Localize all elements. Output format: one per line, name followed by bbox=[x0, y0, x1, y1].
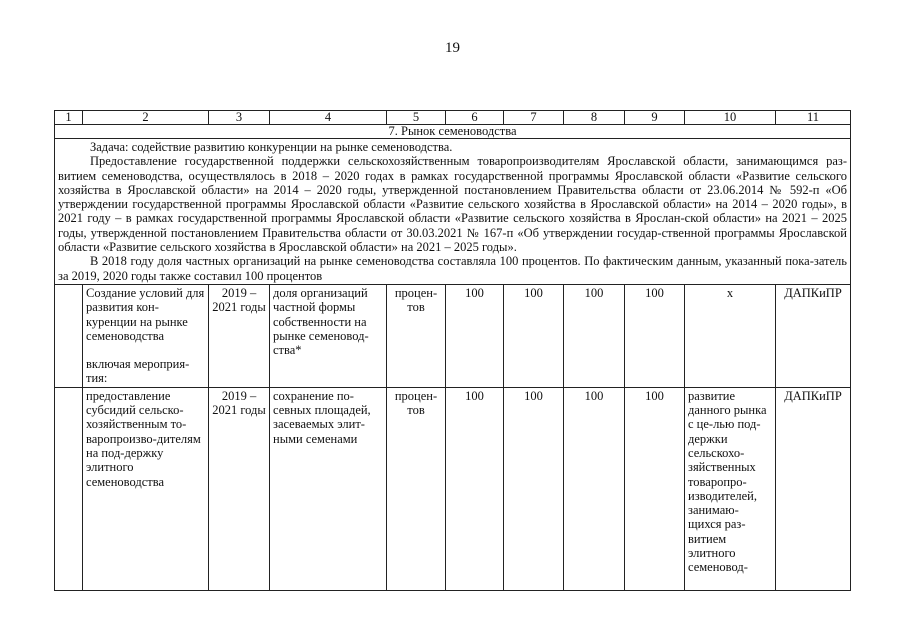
result-cell: развитие данного рынка с це-лью под-держки сельскохо-зяйственных товаропро-изводителей, занимаю-щихся раз-витием элитного семеновод- bbox=[685, 387, 776, 590]
row-number-cell bbox=[55, 284, 83, 387]
value-cell: 100 bbox=[625, 387, 685, 590]
responsible-cell: ДАПКиПР bbox=[776, 387, 851, 590]
table-row bbox=[55, 387, 851, 590]
period-cell: 2019 – 2021 годы bbox=[209, 284, 270, 387]
unit-cell: процен-тов bbox=[387, 387, 446, 590]
column-number-row bbox=[55, 111, 851, 125]
section-title: 7. Рынок семеноводства bbox=[55, 125, 851, 139]
task-paragraph: Задача: содействие развитию конкуренции на рынке семеноводства. bbox=[90, 140, 453, 154]
value-cell: 100 bbox=[446, 284, 504, 387]
support-paragraph: Предоставление государственной поддержки сельскохозяйственным товаропроизводителям Ярославской области, занимающимся раз-витием семеноводства, осуществлялось в 2018 – 2020 годах в рамках государственной программы Ярославской области «Развитие сельского хозяйства в Ярославской области» на 2014 – 2020 годы, утвержденной постановлением Правительства области от 23.06.2014 № 592-п «Об утверждении государственной программы Ярославской области «Развитие сельского хозяйства в Ярославской области» на 2014 – 2020 годы», в 2021 году – в рамках государственной программы Ярославской области «Развитие сельского хозяйства в Ярослан-ской области» на 2021 – 2025 годы, утвержденной постановлением Правительства области от 30.03.2021 № 167-п «Об утверждении государ-ственной программы Ярославской области «Развитие сельского хозяйства в Ярославской области» на 2021 – 2025 годы». bbox=[58, 154, 847, 255]
period-cell: 2019 – 2021 годы bbox=[209, 387, 270, 590]
column-number: 4 bbox=[270, 111, 387, 125]
value-cell: 100 bbox=[564, 284, 625, 387]
column-number: 11 bbox=[776, 111, 851, 125]
column-number: 2 bbox=[83, 111, 209, 125]
column-number: 9 bbox=[625, 111, 685, 125]
measure-name: Создание условий для развития кон-куренции на рынке семеноводства bbox=[86, 285, 205, 343]
column-number: 5 bbox=[387, 111, 446, 125]
text-row bbox=[55, 139, 851, 285]
row-number-cell bbox=[55, 387, 83, 590]
value-cell: 100 bbox=[446, 387, 504, 590]
section-row bbox=[55, 125, 851, 139]
value-cell: 100 bbox=[504, 284, 564, 387]
result-cell: x bbox=[685, 284, 776, 387]
measures-table bbox=[54, 110, 851, 591]
share-paragraph: В 2018 году доля частных организаций на рынке семеноводства составляла 100 процентов. По фактическим данным, указанный пока-затель за 2019, 2020 годы также составил 100 процентов bbox=[58, 254, 847, 283]
value-cell: 100 bbox=[504, 387, 564, 590]
column-number: 7 bbox=[504, 111, 564, 125]
column-number: 1 bbox=[55, 111, 83, 125]
responsible-cell: ДАПКиПР bbox=[776, 284, 851, 387]
value-cell: 100 bbox=[625, 284, 685, 387]
indicator-cell: сохранение по-севных площадей, засеваемых элит-ными семенами bbox=[270, 387, 387, 590]
measure-name: предоставление субсидий сельско-хозяйственным то-варопроизво-дителям на под-держку элитного семеноводства bbox=[86, 388, 201, 489]
column-number: 8 bbox=[564, 111, 625, 125]
page-number: 19 bbox=[445, 40, 460, 56]
unit-cell: процен-тов bbox=[387, 284, 446, 387]
indicator-cell: доля организаций частной формы собственности на рынке семеновод-ства* bbox=[270, 284, 387, 387]
section-description bbox=[55, 139, 851, 285]
column-number: 10 bbox=[685, 111, 776, 125]
table-row bbox=[55, 284, 851, 387]
measure-cell bbox=[83, 284, 209, 387]
measure-cell bbox=[83, 387, 209, 590]
column-number: 3 bbox=[209, 111, 270, 125]
measure-note: включая мероприя-тия: bbox=[86, 357, 190, 386]
value-cell: 100 bbox=[564, 387, 625, 590]
column-number: 6 bbox=[446, 111, 504, 125]
